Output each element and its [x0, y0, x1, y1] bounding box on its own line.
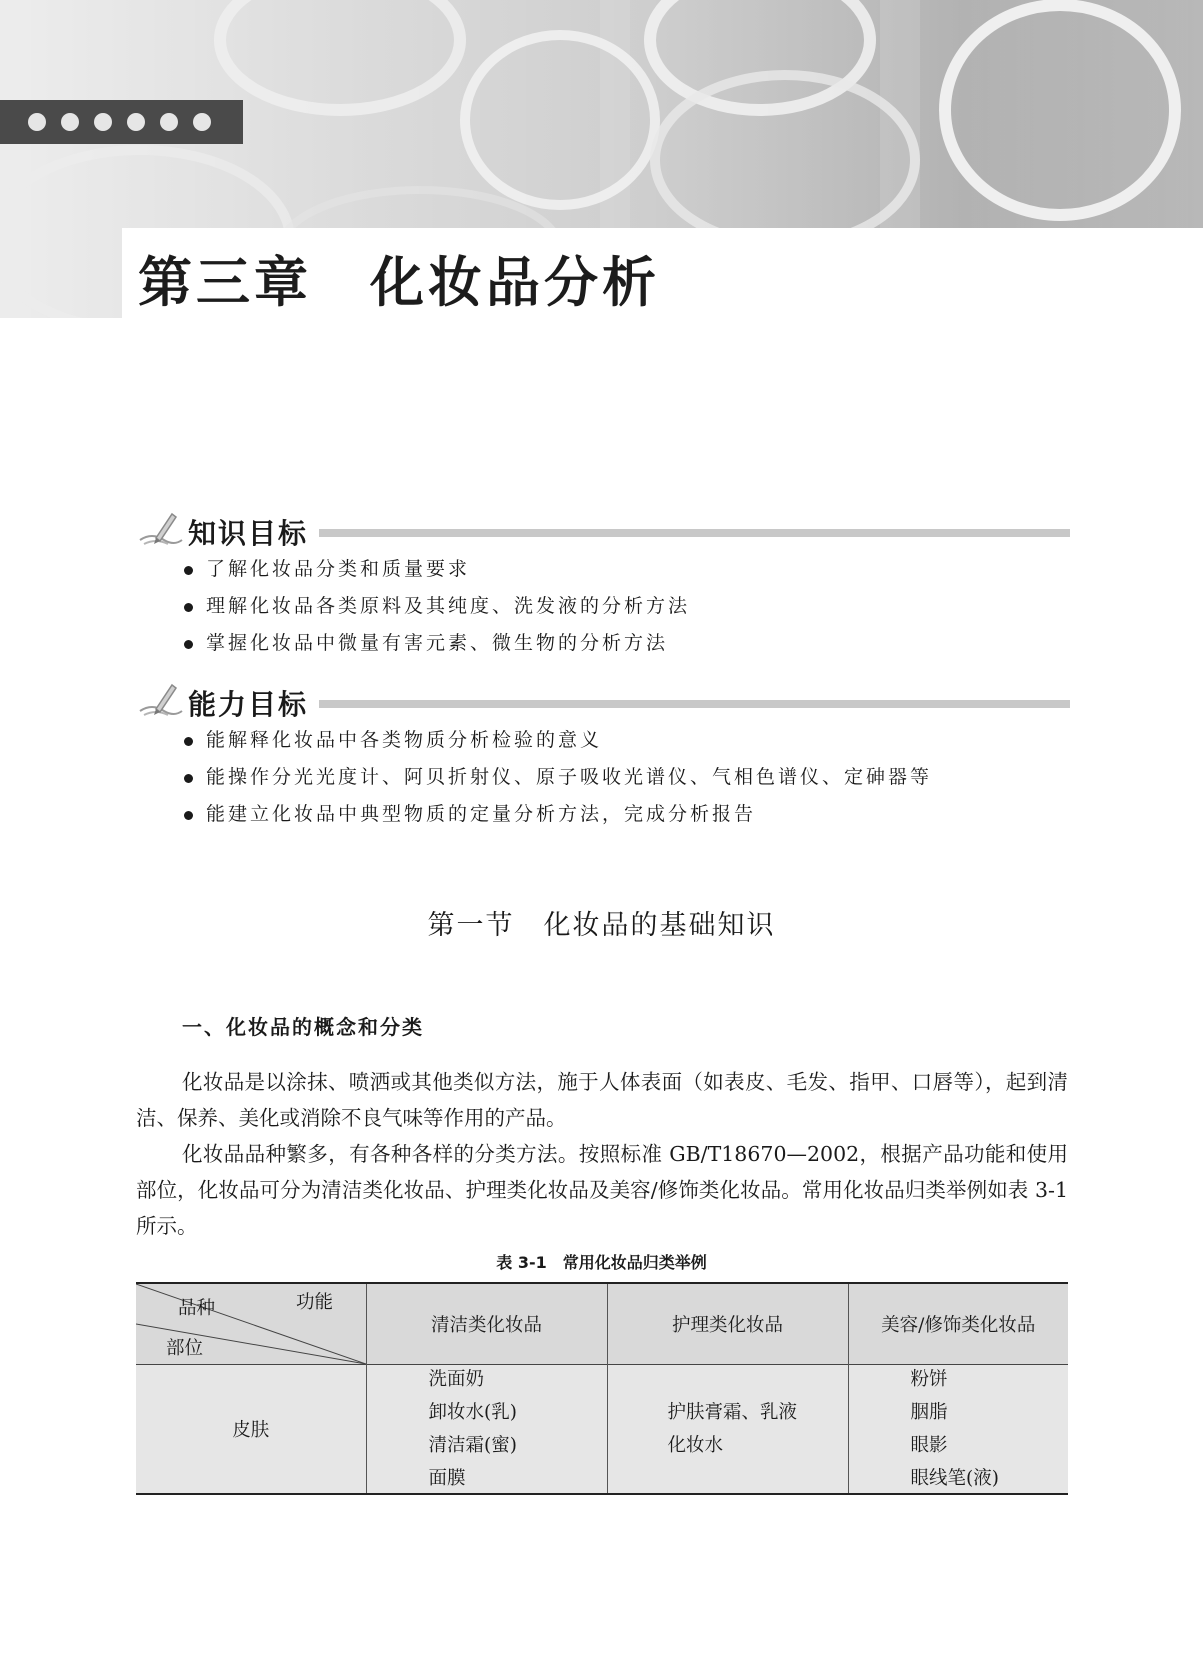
- section-rule: [319, 700, 1070, 708]
- product-item: 化妆水: [667, 1435, 724, 1456]
- corner-variety-label: 品种: [178, 1298, 216, 1319]
- list-item: 了解化妆品分类和质量要求: [182, 551, 690, 588]
- section-title: 第一节 化妆品的基础知识: [427, 910, 776, 941]
- section-rule: [319, 529, 1070, 537]
- pen-writing-icon: [138, 510, 184, 550]
- product-item: 粉饼: [910, 1369, 948, 1390]
- list-item: 理解化妆品各类原料及其纯度、洗发液的分析方法: [182, 588, 690, 625]
- care-products-cell: [607, 1365, 848, 1495]
- column-header: 清洁类化妆品: [366, 1283, 607, 1365]
- product-item: 护肤膏霜、乳液: [667, 1402, 798, 1423]
- product-item: 洗面奶: [428, 1369, 485, 1390]
- product-item: 眼线笔(液): [910, 1468, 999, 1489]
- list-item: 能操作分光光度计、阿贝折射仪、原子吸收光谱仪、气相色谱仪、定砷器等: [182, 759, 932, 796]
- dot-icon: [28, 113, 46, 131]
- product-item: 清洁霜(蜜): [428, 1435, 517, 1456]
- decorative-dots-bar: [0, 100, 243, 144]
- cleaning-products-cell: [366, 1365, 607, 1495]
- knowledge-objectives-list: [182, 551, 690, 662]
- table-caption: 表 3-1 常用化妆品归类举例: [496, 1253, 707, 1272]
- table-row: [136, 1365, 1068, 1495]
- list-item: 能建立化妆品中典型物质的定量分析方法，完成分析报告: [182, 796, 932, 833]
- column-header: 护理类化妆品: [607, 1283, 848, 1365]
- corner-function-label: 功能: [296, 1292, 334, 1313]
- body-paragraph: 化妆品品种繁多，有各种各样的分类方法。按照标准 GB/T18670—2002，根据产品功能和使用部位，化妆品可分为清洁类化妆品、护理类化妆品及美容/修饰类化妆品。常用化妆品归类举例如表 3-1 所示。: [136, 1142, 1068, 1238]
- column-header: 美容/修饰类化妆品: [848, 1283, 1068, 1365]
- ability-objectives-list: [182, 722, 932, 833]
- corner-part-label: 部位: [166, 1338, 204, 1359]
- body-paragraph: 化妆品是以涂抹、喷洒或其他类似方法，施于人体表面（如表皮、毛发、指甲、口唇等），起到清洁、保养、美化或消除不良气味等作用的产品。: [136, 1070, 1068, 1130]
- knowledge-objectives-heading: 知识目标: [188, 517, 309, 550]
- product-item: 卸妆水(乳): [428, 1402, 517, 1423]
- dot-icon: [160, 113, 178, 131]
- dot-icon: [127, 113, 145, 131]
- dot-icon: [61, 113, 79, 131]
- table-corner-cell: [136, 1283, 366, 1365]
- chapter-title: 第三章 化妆品分析: [138, 250, 660, 314]
- product-item: 面膜: [428, 1468, 466, 1489]
- pen-writing-icon: [138, 681, 184, 721]
- ability-objectives-header: [138, 681, 1070, 721]
- dot-icon: [193, 113, 211, 131]
- subsection-heading: 一、化妆品的概念和分类: [182, 1015, 424, 1039]
- beauty-products-cell: [848, 1365, 1068, 1495]
- dot-icon: [94, 113, 112, 131]
- table-header-row: [136, 1283, 1068, 1365]
- row-part-cell: 皮肤: [136, 1365, 366, 1495]
- product-item: 眼影: [910, 1435, 948, 1456]
- ability-objectives-heading: 能力目标: [188, 688, 309, 721]
- cosmetics-classification-table: [136, 1282, 1068, 1495]
- list-item: 掌握化妆品中微量有害元素、微生物的分析方法: [182, 625, 690, 662]
- list-item: 能解释化妆品中各类物质分析检验的意义: [182, 722, 932, 759]
- knowledge-objectives-header: [138, 510, 1070, 550]
- product-item: 胭脂: [910, 1402, 948, 1423]
